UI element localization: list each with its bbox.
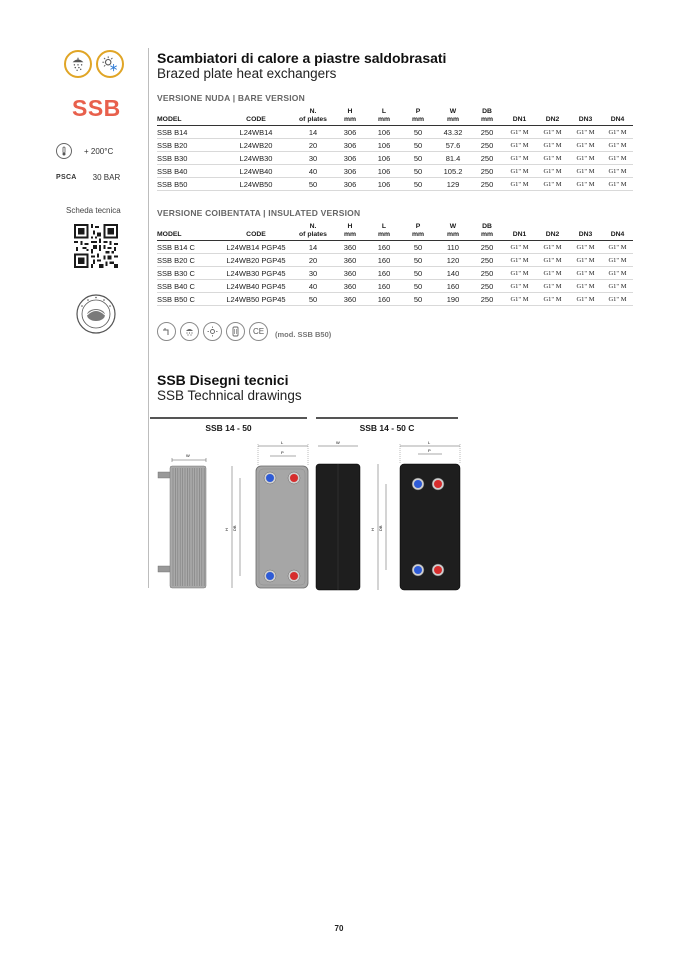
- table-cell: G1" M: [602, 178, 633, 191]
- table-cell: G1" M: [503, 165, 536, 178]
- table-cell: 250: [471, 254, 503, 267]
- table-cell: G1" M: [602, 139, 633, 152]
- table-cell: 106: [367, 139, 401, 152]
- column-header-label: DN4: [610, 116, 625, 123]
- table-cell: 250: [471, 293, 503, 306]
- table-cell: 250: [471, 139, 503, 152]
- column-header-label: of plates: [299, 116, 327, 123]
- table-cell: 81.4: [435, 152, 471, 165]
- table-cell: 50: [401, 126, 435, 139]
- table-cell: G1" M: [503, 152, 536, 165]
- column-header: [569, 106, 602, 126]
- table-cell: G1" M: [503, 267, 536, 280]
- column-header-label: MODEL: [157, 116, 182, 123]
- table-cell: 106: [367, 152, 401, 165]
- tap-icon: [157, 322, 176, 341]
- table-cell: G1" M: [602, 280, 633, 293]
- table-cell: 40: [293, 280, 333, 293]
- table-cell: 360: [333, 254, 367, 267]
- port-hot-bottom: [288, 570, 300, 582]
- table-cell: G1" M: [569, 267, 602, 280]
- table-row: [157, 241, 633, 254]
- table-cell: 14: [293, 126, 333, 139]
- table-cell: SSB B40 C: [157, 280, 219, 293]
- column-header-symbol: DB: [482, 108, 492, 115]
- column-header-label: DN2: [545, 231, 560, 238]
- column-header: [536, 221, 569, 241]
- column-header-label: mm: [377, 116, 391, 123]
- table-row: [157, 254, 633, 267]
- drawing-label-insulated: SSB 14 - 50 C: [316, 417, 458, 433]
- column-header-symbol: N.: [309, 108, 317, 115]
- table-cell: 160: [367, 254, 401, 267]
- table-cell: G1" M: [569, 254, 602, 267]
- table-cell: 120: [435, 254, 471, 267]
- table-cell: 360: [333, 280, 367, 293]
- table-cell: SSB B50: [157, 178, 219, 191]
- table-cell: 250: [471, 241, 503, 254]
- table-cell: G1" M: [503, 254, 536, 267]
- table-cell: 50: [401, 280, 435, 293]
- bare-version-title: VERSIONE NUDA | BARE VERSION: [157, 93, 305, 103]
- table-cell: G1" M: [503, 126, 536, 139]
- table-row: [157, 280, 633, 293]
- table-cell: 250: [471, 152, 503, 165]
- column-header: [536, 106, 569, 126]
- column-header-symbol: N.: [309, 223, 317, 230]
- shower-small-icon: [180, 322, 199, 341]
- column-header-label: MODEL: [157, 231, 182, 238]
- column-header: [157, 106, 219, 126]
- table-cell: 250: [471, 178, 503, 191]
- table-cell: L24WB14 PGP45: [219, 241, 293, 254]
- insulated-front-view: [370, 440, 460, 590]
- dim-h-bare: H: [224, 528, 229, 531]
- column-header-symbol: L: [381, 223, 387, 230]
- table-row: [157, 267, 633, 280]
- shower-icon: [64, 50, 92, 78]
- table-cell: G1" M: [602, 254, 633, 267]
- table-cell: G1" M: [503, 139, 536, 152]
- table-cell: 106: [367, 126, 401, 139]
- table-cell: 50: [401, 178, 435, 191]
- column-header-symbol: DB: [482, 223, 492, 230]
- thermometer-icon: [56, 143, 72, 159]
- table-cell: 50: [401, 241, 435, 254]
- table-row: [157, 152, 633, 165]
- table-cell: 360: [333, 241, 367, 254]
- dim-l-bare: L: [281, 440, 284, 445]
- column-header-label: of plates: [299, 231, 327, 238]
- table-cell: 140: [435, 267, 471, 280]
- table-cell: G1" M: [569, 280, 602, 293]
- dim-p-insulated: P: [428, 448, 431, 453]
- port-cold-top: [264, 472, 276, 484]
- table-cell: 250: [471, 165, 503, 178]
- table-cell: G1" M: [536, 165, 569, 178]
- column-header-label: mm: [446, 231, 460, 238]
- table-cell: G1" M: [536, 152, 569, 165]
- table-cell: 105.2: [435, 165, 471, 178]
- column-header: [401, 221, 435, 241]
- column-header-symbol: H: [347, 108, 353, 115]
- table-cell: 360: [333, 293, 367, 306]
- table-cell: SSB B30: [157, 152, 219, 165]
- max-pressure: [56, 173, 120, 182]
- solar-icon: [203, 322, 222, 341]
- heat-exchanger-icon: [226, 322, 245, 341]
- table-cell: G1" M: [536, 241, 569, 254]
- table-cell: 160: [435, 280, 471, 293]
- column-header: [219, 106, 293, 126]
- datasheet-qr-code[interactable]: [74, 224, 118, 268]
- ce-mark-icon: CE: [249, 322, 268, 341]
- port-cold-top-insulated: [412, 478, 424, 490]
- table-cell: G1" M: [602, 126, 633, 139]
- column-header-label: DN3: [578, 231, 593, 238]
- column-header: [471, 221, 503, 241]
- table-cell: SSB B40: [157, 165, 219, 178]
- table-cell: L24WB20: [219, 139, 293, 152]
- column-header: [503, 221, 536, 241]
- table-cell: 360: [333, 267, 367, 280]
- column-header-label: DN1: [512, 231, 527, 238]
- table-cell: G1" M: [602, 267, 633, 280]
- table-cell: G1" M: [536, 178, 569, 191]
- table-cell: SSB B30 C: [157, 267, 219, 280]
- bare-version-table: [157, 106, 633, 191]
- column-header-symbol: H: [347, 223, 353, 230]
- port-cold-bottom-insulated: [412, 564, 424, 576]
- column-header: [367, 221, 401, 241]
- drawings-title-italian: SSB Disegni tecnici: [157, 372, 289, 388]
- table-cell: G1" M: [536, 139, 569, 152]
- column-header: [219, 221, 293, 241]
- column-header: [602, 106, 633, 126]
- table-cell: 306: [333, 178, 367, 191]
- brand-name: SSB: [72, 95, 121, 121]
- column-header-label: mm: [377, 231, 391, 238]
- datasheet-label: Scheda tecnica: [66, 206, 121, 215]
- drawing-label-bare: SSB 14 - 50: [150, 417, 307, 433]
- insulated-side-view: [316, 440, 360, 590]
- column-header-symbol: P: [415, 108, 421, 115]
- column-header-label: mm: [343, 231, 357, 238]
- bare-front-view: [224, 440, 308, 588]
- column-header: [367, 106, 401, 126]
- drawings-title-english: SSB Technical drawings: [157, 388, 302, 403]
- column-header-label: DN1: [512, 116, 527, 123]
- technical-drawings: [148, 436, 468, 596]
- table-cell: 30: [293, 267, 333, 280]
- table-cell: L24WB40: [219, 165, 293, 178]
- table-cell: 306: [333, 165, 367, 178]
- column-header: [435, 221, 471, 241]
- page-title-english: Brazed plate heat exchangers: [157, 66, 337, 81]
- table-cell: G1" M: [503, 241, 536, 254]
- table-cell: 14: [293, 241, 333, 254]
- column-header: [293, 221, 333, 241]
- table-cell: 250: [471, 280, 503, 293]
- max-temperature: [56, 143, 113, 159]
- table-cell: G1" M: [536, 293, 569, 306]
- port-hot-top: [288, 472, 300, 484]
- column-header-symbol: L: [381, 108, 387, 115]
- table-cell: 306: [333, 139, 367, 152]
- column-header: [401, 106, 435, 126]
- table-cell: L24WB30: [219, 152, 293, 165]
- table-cell: G1" M: [569, 178, 602, 191]
- pressure-label: PSCA: [56, 174, 77, 181]
- table-cell: 50: [401, 139, 435, 152]
- column-header: [435, 106, 471, 126]
- table-cell: L24WB50 PGP45: [219, 293, 293, 306]
- table-cell: G1" M: [536, 126, 569, 139]
- table-cell: 106: [367, 178, 401, 191]
- table-row: [157, 139, 633, 152]
- dim-w-bare: W: [186, 453, 190, 458]
- table-cell: 40: [293, 165, 333, 178]
- table-cell: L24WB14: [219, 126, 293, 139]
- column-header: [471, 106, 503, 126]
- table-cell: SSB B20: [157, 139, 219, 152]
- dim-p-bare: P: [281, 450, 284, 455]
- page-number: 70: [334, 924, 344, 933]
- quality-seal-icon: [76, 294, 116, 334]
- column-header: [569, 221, 602, 241]
- column-header-symbol: W: [449, 108, 457, 115]
- column-header-label: DN4: [610, 231, 625, 238]
- table-cell: 50: [401, 152, 435, 165]
- table-cell: 306: [333, 152, 367, 165]
- table-cell: 190: [435, 293, 471, 306]
- column-header-label: CODE: [246, 231, 266, 238]
- column-header-symbol: W: [449, 223, 457, 230]
- table-cell: G1" M: [569, 165, 602, 178]
- column-header: [157, 221, 219, 241]
- table-row: [157, 178, 633, 191]
- table-cell: 250: [471, 126, 503, 139]
- table-cell: 50: [401, 267, 435, 280]
- port-hot-top-insulated: [432, 478, 444, 490]
- table-cell: L24WB40 PGP45: [219, 280, 293, 293]
- sun-snowflake-icon: [96, 50, 124, 78]
- pressure-value: 30 BAR: [92, 173, 121, 182]
- dim-db-insulated: DB: [378, 525, 383, 531]
- table-cell: 160: [367, 267, 401, 280]
- table-row: [157, 293, 633, 306]
- table-cell: 106: [367, 165, 401, 178]
- dim-h-insulated: H: [370, 528, 375, 531]
- table-cell: 50: [293, 293, 333, 306]
- column-header-label: DN3: [578, 116, 593, 123]
- table-cell: SSB B50 C: [157, 293, 219, 306]
- dim-db-bare: DB: [232, 525, 237, 531]
- table-cell: 129: [435, 178, 471, 191]
- column-header-label: mm: [343, 116, 357, 123]
- application-icons: [64, 50, 124, 78]
- insulated-version-table: [157, 221, 633, 306]
- column-header-label: CODE: [246, 116, 266, 123]
- dim-w-insulated: W: [336, 440, 340, 445]
- table-cell: G1" M: [503, 178, 536, 191]
- insulated-version-title: VERSIONE COIBENTATA | INSULATED VERSION: [157, 208, 361, 218]
- max-temperature-value: + 200°C: [84, 146, 114, 156]
- table-cell: L24WB30 PGP45: [219, 267, 293, 280]
- table-cell: 50: [401, 293, 435, 306]
- table-cell: G1" M: [569, 152, 602, 165]
- table-cell: G1" M: [536, 280, 569, 293]
- table-cell: 160: [367, 241, 401, 254]
- table-cell: G1" M: [503, 293, 536, 306]
- table-cell: 160: [367, 293, 401, 306]
- table-cell: 110: [435, 241, 471, 254]
- column-header: [333, 221, 367, 241]
- table-cell: G1" M: [569, 293, 602, 306]
- table-cell: G1" M: [602, 152, 633, 165]
- table-cell: G1" M: [536, 267, 569, 280]
- table-cell: 20: [293, 254, 333, 267]
- table-cell: 20: [293, 139, 333, 152]
- column-header: [602, 221, 633, 241]
- table-row: [157, 165, 633, 178]
- column-header: [503, 106, 536, 126]
- table-cell: L24WB20 PGP45: [219, 254, 293, 267]
- table-cell: 50: [401, 254, 435, 267]
- table-cell: SSB B14 C: [157, 241, 219, 254]
- table-cell: G1" M: [569, 139, 602, 152]
- table-cell: G1" M: [602, 165, 633, 178]
- column-header-label: mm: [411, 231, 425, 238]
- table-cell: G1" M: [602, 241, 633, 254]
- table-row: [157, 126, 633, 139]
- column-header-symbol: P: [415, 223, 421, 230]
- table-cell: SSB B14: [157, 126, 219, 139]
- table-cell: 160: [367, 280, 401, 293]
- column-header: [293, 106, 333, 126]
- table-cell: 306: [333, 126, 367, 139]
- table-cell: G1" M: [503, 280, 536, 293]
- table-cell: G1" M: [569, 126, 602, 139]
- dim-l-insulated: L: [428, 440, 431, 445]
- port-hot-bottom-insulated: [432, 564, 444, 576]
- table-cell: L24WB50: [219, 178, 293, 191]
- column-header-label: DN2: [545, 116, 560, 123]
- table-cell: 57.6: [435, 139, 471, 152]
- table-cell: 250: [471, 267, 503, 280]
- column-header-label: mm: [480, 231, 494, 238]
- table-cell: 50: [293, 178, 333, 191]
- certification-note: (mod. SSB B50): [275, 329, 332, 339]
- table-cell: G1" M: [569, 241, 602, 254]
- column-header-label: mm: [480, 116, 494, 123]
- certification-icons: [157, 322, 331, 341]
- column-header-label: mm: [446, 116, 460, 123]
- table-cell: SSB B20 C: [157, 254, 219, 267]
- table-cell: 43.32: [435, 126, 471, 139]
- table-cell: G1" M: [536, 254, 569, 267]
- column-header-label: mm: [411, 116, 425, 123]
- table-cell: G1" M: [602, 293, 633, 306]
- bare-side-view: [158, 453, 206, 588]
- page-title-italian: Scambiatori di calore a piastre saldobrasati: [157, 50, 447, 66]
- column-header: [333, 106, 367, 126]
- table-cell: 30: [293, 152, 333, 165]
- table-cell: 50: [401, 165, 435, 178]
- port-cold-bottom: [264, 570, 276, 582]
